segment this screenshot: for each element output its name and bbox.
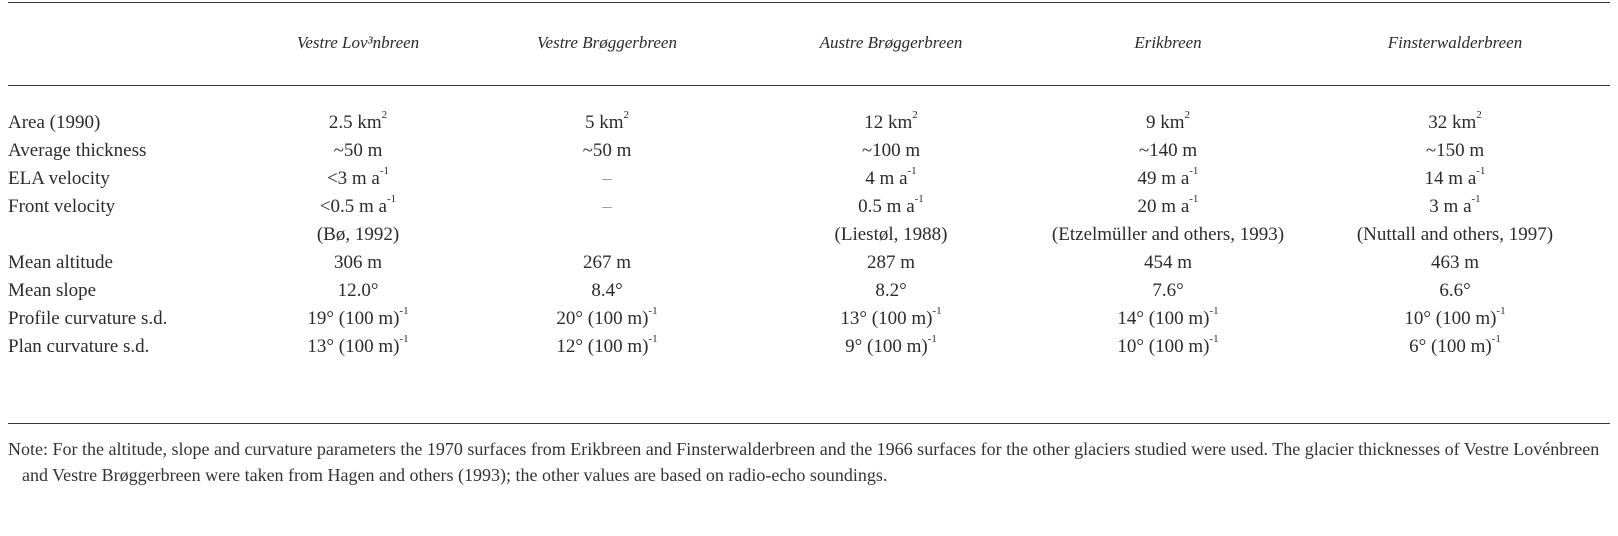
- cell-superscript: 2: [381, 109, 388, 122]
- table-row: [8, 304, 1610, 332]
- cell-superscript: -1: [1209, 305, 1219, 318]
- cell-value: ~50 m: [582, 139, 632, 161]
- table-cell: [1036, 220, 1300, 248]
- cell-value: 2.5 km: [328, 111, 382, 133]
- row-label: ELA velocity: [8, 167, 110, 189]
- table-cell: [1036, 332, 1300, 360]
- table-cell: [746, 276, 1036, 304]
- column-header: Vestre Lov³nbreen: [296, 33, 420, 52]
- cell-value: (Liestøl, 1988): [834, 223, 948, 245]
- table-cell: [468, 332, 746, 360]
- table-cell: [248, 276, 468, 304]
- cell-superscript: 2: [623, 109, 630, 122]
- cell-value: 0.5 m a: [858, 195, 915, 217]
- cell-value: 13° (100 m): [840, 307, 933, 329]
- cell-superscript: -1: [1496, 305, 1506, 318]
- table-cell: [248, 304, 468, 332]
- cell-superscript: -1: [1491, 333, 1501, 346]
- row-label: Area (1990): [8, 111, 101, 133]
- cell-value: 49 m a: [1137, 167, 1190, 189]
- cell-value: 6.6°: [1439, 279, 1471, 301]
- cell-value: 12° (100 m): [556, 335, 649, 357]
- cell-value: –: [602, 167, 612, 189]
- header-empty-cell: [8, 0, 248, 86]
- table-cell: [1036, 136, 1300, 164]
- table-row: [8, 136, 1610, 164]
- table-note-text: Note: For the altitude, slope and curvature parameters the 1970 surfaces from Erikbreen and Finsterwalderbreen and the 1966 surfaces for the other glaciers studied were used. The glacier thicknesses of Vestre Lovénbreen and Vestre Brøggerbreen were taken from Hagen and others (1993); the other values are based on radio-echo soundings.: [8, 439, 1600, 485]
- table-cell: [1300, 164, 1610, 192]
- table-row: [8, 108, 1610, 136]
- table-cell: [1300, 136, 1610, 164]
- cell-value: –: [602, 195, 612, 217]
- table-cell: [248, 164, 468, 192]
- cell-superscript: -1: [1189, 165, 1199, 178]
- cell-superscript: -1: [1209, 333, 1219, 346]
- cell-superscript: 2: [1476, 109, 1482, 122]
- cell-value: ~140 m: [1138, 139, 1198, 161]
- table-cell: [746, 192, 1036, 220]
- cell-value: 10° (100 m): [1117, 335, 1210, 357]
- cell-value: 5 km: [584, 111, 624, 133]
- table-cell: [248, 108, 468, 136]
- cell-superscript: -1: [379, 165, 390, 178]
- table-cell: [248, 332, 468, 360]
- table-cell: [248, 192, 468, 220]
- cell-value: 8.2°: [875, 279, 907, 301]
- row-label: [8, 220, 248, 248]
- table-cell: [248, 248, 468, 276]
- table-row: [8, 248, 1610, 276]
- cell-superscript: -1: [399, 333, 409, 346]
- cell-value: 20 m a: [1137, 195, 1190, 217]
- cell-superscript: 2: [912, 109, 918, 122]
- table-row: [8, 276, 1610, 304]
- table-cell: [468, 220, 746, 248]
- row-label: Mean altitude: [8, 251, 113, 273]
- cell-value: 10° (100 m): [1404, 307, 1497, 329]
- table-cell: [468, 304, 746, 332]
- table-note: [8, 436, 1610, 488]
- cell-value: (Bø, 1992): [316, 223, 400, 245]
- cell-superscript: -1: [648, 305, 658, 318]
- table-cell: [1036, 108, 1300, 136]
- cell-superscript: -1: [932, 305, 942, 318]
- cell-value: (Nuttall and others, 1997): [1356, 223, 1554, 245]
- table-cell: [1036, 192, 1300, 220]
- cell-superscript: -1: [1476, 165, 1486, 178]
- cell-superscript: -1: [1471, 193, 1481, 206]
- table-cell: [1300, 276, 1610, 304]
- table-row: [8, 192, 1610, 220]
- table-cell: [746, 248, 1036, 276]
- table-cell: [746, 220, 1036, 248]
- table-row: [8, 332, 1610, 360]
- table-cell: [248, 136, 468, 164]
- cell-superscript: -1: [927, 333, 937, 346]
- glacier-parameters-table: [8, 0, 1610, 360]
- table-cell: [1300, 108, 1610, 136]
- cell-value: 12 km: [864, 111, 913, 133]
- table-cell: [1300, 192, 1610, 220]
- table-cell: [1300, 304, 1610, 332]
- table-cell: [746, 164, 1036, 192]
- cell-value: 267 m: [582, 251, 632, 273]
- table-cell: [1300, 220, 1610, 248]
- table-cell: [1036, 304, 1300, 332]
- table-cell: [746, 108, 1036, 136]
- table-cell: [1036, 164, 1300, 192]
- cell-value: 7.6°: [1152, 279, 1184, 301]
- table-cell: [248, 220, 468, 248]
- cell-value: 463 m: [1430, 251, 1480, 273]
- cell-value: 4 m a: [865, 167, 908, 189]
- cell-value: 306 m: [333, 251, 383, 273]
- cell-value: 9° (100 m): [845, 335, 928, 357]
- cell-value: 14° (100 m): [1117, 307, 1210, 329]
- cell-value: 13° (100 m): [307, 335, 400, 357]
- cell-superscript: -1: [907, 165, 917, 178]
- table-cell: [468, 276, 746, 304]
- row-label: Average thickness: [8, 139, 147, 161]
- table-cell: [1300, 248, 1610, 276]
- cell-value: 6° (100 m): [1409, 335, 1492, 357]
- cell-value: ~100 m: [861, 139, 921, 161]
- cell-superscript: 2: [1184, 109, 1191, 122]
- table-row: [8, 164, 1610, 192]
- cell-value: 12.0°: [337, 279, 379, 301]
- row-label: Mean slope: [8, 279, 97, 301]
- table-cell: [746, 136, 1036, 164]
- column-header: Austre Brøggerbreen: [819, 33, 963, 52]
- column-header: Finsterwalderbreen: [1387, 33, 1523, 52]
- row-label: Profile curvature s.d.: [8, 307, 168, 329]
- cell-superscript: -1: [1189, 193, 1199, 206]
- table-cell: [1300, 332, 1610, 360]
- table-cell: [1036, 276, 1300, 304]
- cell-superscript: -1: [399, 305, 409, 318]
- column-header: Vestre Brøggerbreen: [537, 33, 677, 52]
- cell-superscript: -1: [387, 193, 397, 206]
- table-cell: [468, 108, 746, 136]
- cell-value: 3 m a: [1429, 195, 1472, 217]
- cell-value: 454 m: [1143, 251, 1193, 273]
- column-header: Erikbreen: [1134, 33, 1202, 52]
- cell-value: 287 m: [866, 251, 916, 273]
- row-label: Plan curvature s.d.: [8, 335, 150, 357]
- table-header-row: [8, 0, 1610, 86]
- cell-value: 20° (100 m): [556, 307, 649, 329]
- table-spacer-row: [8, 86, 1610, 108]
- cell-superscript: -1: [648, 333, 658, 346]
- table-cell: [468, 164, 746, 192]
- table-cell: [468, 248, 746, 276]
- cell-value: 9 km: [1145, 111, 1185, 133]
- cell-value: <3 m a: [326, 167, 380, 189]
- table-bottom-rule: [8, 423, 1610, 424]
- cell-superscript: -1: [914, 193, 924, 206]
- cell-value: 8.4°: [591, 279, 623, 301]
- row-label: Front velocity: [8, 195, 116, 217]
- cell-value: (Etzelmüller and others, 1993): [1051, 223, 1285, 245]
- cell-value: <0.5 m a: [319, 195, 387, 217]
- cell-value: 32 km: [1428, 111, 1477, 133]
- table-cell: [746, 332, 1036, 360]
- table-cell: [468, 192, 746, 220]
- cell-value: 19° (100 m): [307, 307, 400, 329]
- cell-value: ~50 m: [333, 139, 383, 161]
- table-cell: [1036, 248, 1300, 276]
- table-cell: [746, 304, 1036, 332]
- table-cell: [468, 136, 746, 164]
- cell-value: 14 m a: [1424, 167, 1477, 189]
- table-row: [8, 220, 1610, 248]
- cell-value: ~150 m: [1425, 139, 1485, 161]
